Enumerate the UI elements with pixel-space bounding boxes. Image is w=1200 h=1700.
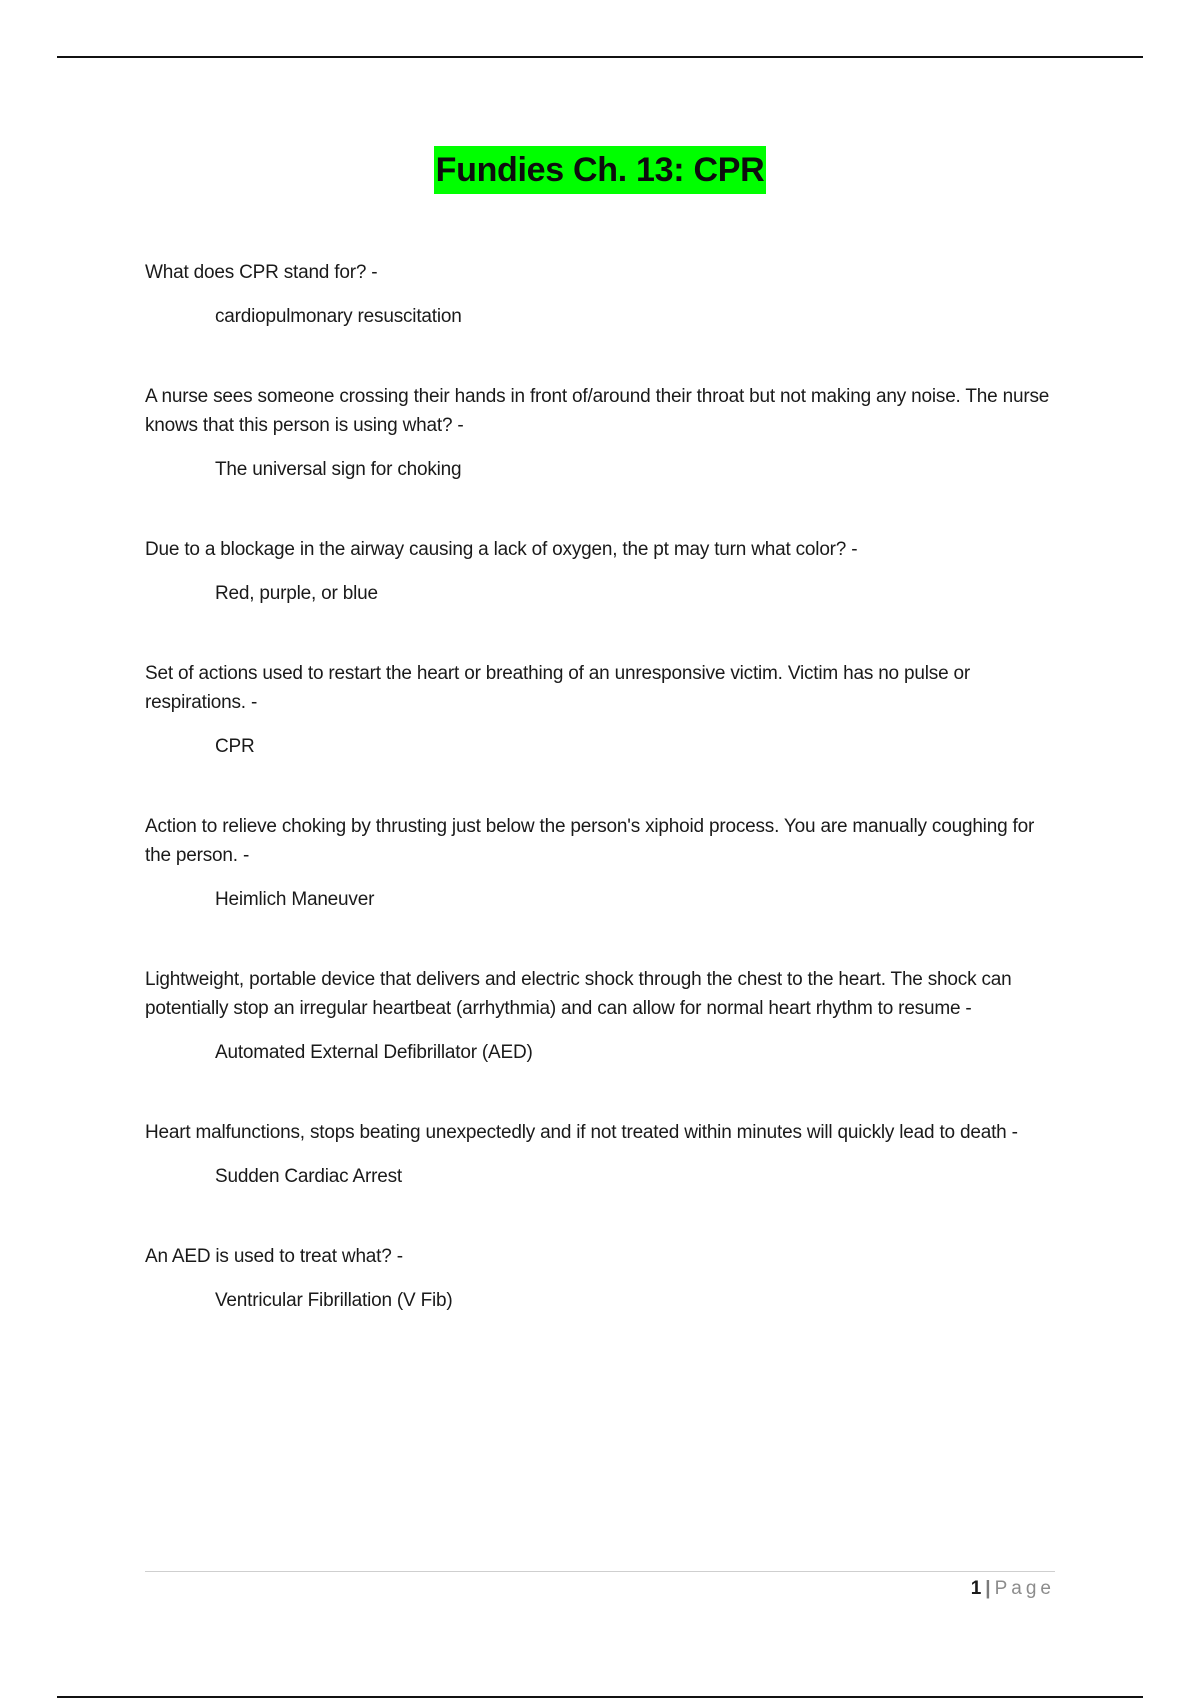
answer-text: The universal sign for choking xyxy=(215,459,462,480)
question-text: Lightweight, portable device that delivers and electric shock through the chest to the heart. The shock can potentially stop an irregular heartbeat (arrhythmia) and can allow for normal heart rhythm to resume - xyxy=(145,969,1012,1019)
qa-item xyxy=(145,535,1055,608)
qa-item xyxy=(145,1118,1055,1191)
page-top-rule xyxy=(57,56,1143,58)
question-text: What does CPR stand for? - xyxy=(145,262,378,283)
answer-text: Automated External Defibrillator (AED) xyxy=(215,1042,533,1063)
page-bottom-rule xyxy=(57,1696,1143,1698)
qa-item xyxy=(145,965,1055,1067)
answer-text: Sudden Cardiac Arrest xyxy=(215,1166,402,1187)
footer-rule xyxy=(145,1571,1055,1572)
qa-item xyxy=(145,1242,1055,1315)
answer-text: Ventricular Fibrillation (V Fib) xyxy=(215,1290,453,1311)
answer-text: Red, purple, or blue xyxy=(215,583,378,604)
answer-text: Heimlich Maneuver xyxy=(215,889,375,910)
page-label: Page xyxy=(994,1578,1055,1599)
answer-text: cardiopulmonary resuscitation xyxy=(215,306,462,327)
qa-item xyxy=(145,382,1055,484)
answer-text: CPR xyxy=(215,736,255,757)
page-footer xyxy=(971,1576,1055,1602)
footer-separator: | xyxy=(985,1578,991,1599)
title-container xyxy=(0,146,1200,194)
question-text: An AED is used to treat what? - xyxy=(145,1246,403,1267)
question-text: Set of actions used to restart the heart or breathing of an unresponsive victim. Victim has no pulse or respirations. - xyxy=(145,663,971,713)
page-title: Fundies Ch. 13: CPR xyxy=(434,146,767,194)
question-text: A nurse sees someone crossing their hands in front of/around their throat but not making any noise. The nurse knows that this person is using what? - xyxy=(145,386,1050,436)
question-text: Action to relieve choking by thrusting just below the person's xiphoid process. You are manually coughing for the person. - xyxy=(145,816,1035,866)
page-number: 1 xyxy=(970,1578,982,1599)
qa-item xyxy=(145,659,1055,761)
question-text: Heart malfunctions, stops beating unexpectedly and if not treated within minutes will quickly lead to death - xyxy=(145,1122,1018,1143)
qa-item xyxy=(145,258,1055,331)
qa-item xyxy=(145,812,1055,914)
question-text: Due to a blockage in the airway causing a lack of oxygen, the pt may turn what color? - xyxy=(145,539,858,560)
qa-list xyxy=(145,258,1055,1315)
